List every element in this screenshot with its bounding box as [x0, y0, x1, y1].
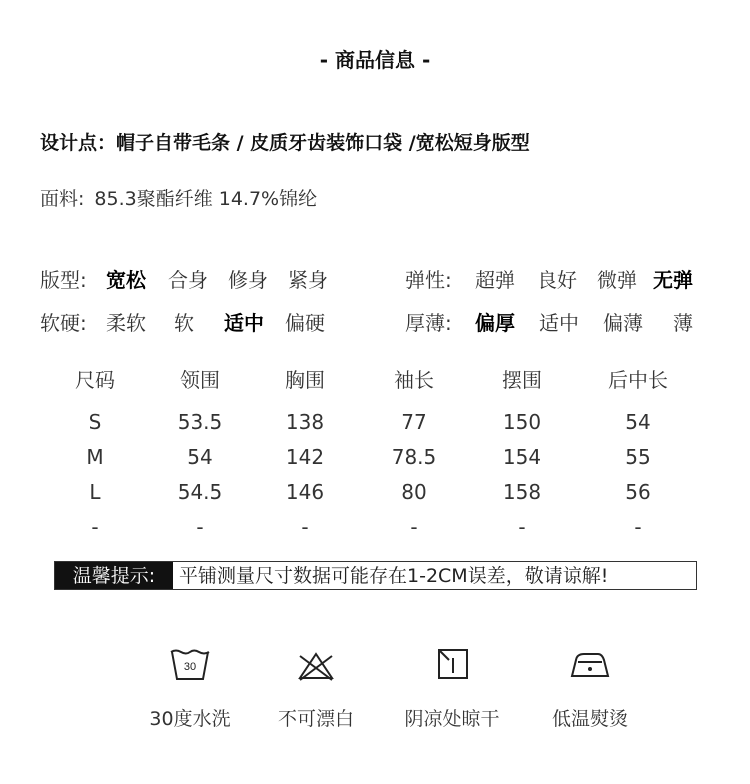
attr-softness-option: 柔软 [106, 311, 146, 335]
table-cell: 56 [625, 479, 651, 504]
table-row [40, 439, 700, 474]
tip-label: 温馨提示: [55, 562, 173, 589]
table-cell: 54 [187, 444, 213, 469]
attr-softness-option: 偏硬 [285, 311, 325, 335]
table-cell: - [410, 514, 418, 539]
wash-temp: 30 [183, 661, 197, 673]
tip-text: 平铺测量尺寸数据可能存在1-2CM误差，敬请谅解! [179, 565, 609, 587]
table-cell: M [86, 444, 104, 469]
care-item-bleach [256, 646, 376, 731]
table-cell: 142 [285, 444, 325, 469]
table-cell: 80 [401, 479, 427, 504]
attr-thickness-option: 适中 [539, 311, 579, 335]
care-item-iron [530, 646, 650, 731]
table-cell: 154 [502, 444, 542, 469]
header-hem: 摆围 [502, 368, 542, 392]
attr-elasticity-label: 弹性: [405, 268, 452, 292]
care-label: 低温熨烫 [551, 708, 628, 730]
attr-fit-option: 宽松 [106, 268, 146, 292]
attr-softness-option: 软 [174, 311, 194, 335]
table-cell: 55 [625, 444, 651, 469]
attr-thickness-option: 偏薄 [603, 311, 643, 335]
attr-elasticity-option: 良好 [537, 268, 577, 292]
care-label: 阴凉处晾干 [404, 708, 500, 730]
design-points: 设计点：帽子自带毛条 / 皮质牙齿装饰口袋 /宽松短身版型 [40, 132, 530, 154]
header-size: 尺码 [75, 368, 115, 392]
attr-thickness [405, 307, 715, 335]
attr-softness-option: 适中 [224, 311, 264, 335]
attr-elasticity-option: 无弹 [653, 268, 693, 292]
shade-dry-icon [430, 646, 474, 682]
attr-fit-option: 合身 [168, 268, 208, 292]
attr-fit-option: 紧身 [288, 268, 328, 292]
table-cell: 53.5 [177, 409, 223, 434]
attr-softness-label: 软硬: [40, 311, 87, 335]
care-label: 不可漂白 [277, 708, 354, 730]
attr-elasticity [405, 264, 715, 292]
care-label: 30度水洗 [149, 708, 231, 730]
fabric-label: 面料: [40, 188, 85, 210]
attr-fit [40, 264, 360, 292]
fabric-info [40, 184, 317, 211]
table-row [40, 474, 700, 509]
wash-30-icon [168, 646, 212, 682]
table-cell: - [196, 514, 204, 539]
table-cell: - [301, 514, 309, 539]
header-chest: 胸围 [285, 368, 325, 392]
table-cell: 158 [502, 479, 542, 504]
size-table [40, 364, 700, 544]
attr-thickness-label: 厚薄: [405, 311, 452, 335]
no-bleach-icon [294, 646, 338, 682]
table-cell: 150 [502, 409, 542, 434]
attr-thickness-option: 薄 [673, 311, 693, 335]
table-cell: - [518, 514, 526, 539]
table-cell: - [634, 514, 642, 539]
table-cell: 78.5 [391, 444, 437, 469]
table-cell: 54.5 [177, 479, 223, 504]
attr-elasticity-option: 超弹 [475, 268, 515, 292]
size-table-header [40, 364, 700, 404]
header-sleeve: 袖长 [394, 368, 434, 392]
care-item-wash [130, 646, 250, 731]
table-cell: 54 [625, 409, 651, 434]
section-title: - 商品信息 - [319, 48, 431, 72]
fabric-value: 85.3聚酯纤维 14.7%锦纶 [94, 188, 318, 210]
table-cell: 77 [401, 409, 427, 434]
attr-fit-label: 版型: [40, 268, 87, 292]
table-row [40, 404, 700, 439]
table-cell: S [88, 409, 102, 434]
tip-bar [54, 561, 697, 590]
header-collar: 领围 [180, 368, 220, 392]
attr-thickness-option: 偏厚 [475, 311, 515, 335]
table-row [40, 509, 700, 544]
attr-softness [40, 307, 360, 335]
attr-fit-option: 修身 [228, 268, 268, 292]
header-back-length: 后中长 [608, 368, 668, 392]
table-cell: 146 [285, 479, 325, 504]
table-cell: L [89, 479, 101, 504]
low-iron-icon [568, 646, 612, 682]
table-cell: - [91, 514, 99, 539]
care-item-dry [392, 646, 512, 731]
table-cell: 138 [285, 409, 325, 434]
attr-elasticity-option: 微弹 [597, 268, 637, 292]
